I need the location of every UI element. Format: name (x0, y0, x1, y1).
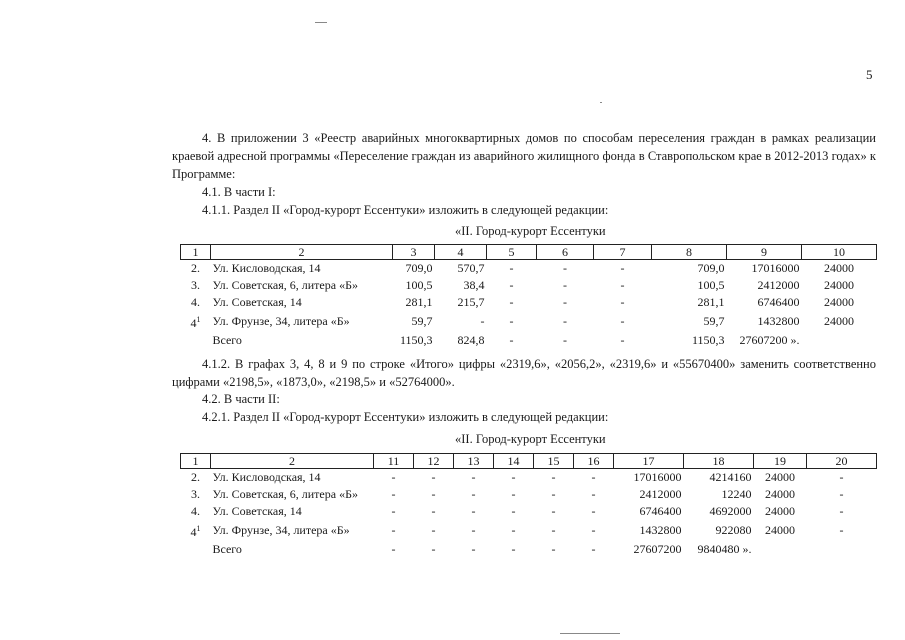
table-header-row (181, 454, 877, 469)
value-cell: 24000 (824, 261, 854, 275)
total-value-cell (802, 332, 877, 349)
value-cell: - (391, 470, 396, 484)
column-header: 6 (537, 245, 594, 260)
column-header: 1 (181, 454, 211, 469)
column-header: 13 (454, 454, 494, 469)
page-number: 5 (866, 67, 873, 82)
table-1 (180, 244, 877, 349)
value-cell: 2412000 (757, 278, 800, 292)
value-cell: 17016000 (633, 470, 682, 484)
value-cell: 24000 (765, 470, 795, 484)
value-cell: - (509, 314, 514, 328)
table-row (181, 294, 877, 311)
table-row (181, 469, 877, 487)
row-number: $4^1$ (190, 524, 201, 539)
total-value-cell (754, 541, 807, 558)
value-cell: 281,1 (405, 295, 433, 309)
row-number: 2. (191, 261, 200, 275)
row-number-superscript: 1 (196, 524, 201, 533)
column-header: 11 (374, 454, 414, 469)
value-cell: - (839, 487, 844, 501)
value-cell: 709,0 (697, 261, 725, 275)
total-value-cell: 27607200 ». (739, 333, 800, 347)
value-cell: 24000 (824, 314, 854, 328)
value-cell: - (509, 295, 514, 309)
row-number: 2. (191, 470, 200, 484)
total-value-cell: - (551, 542, 556, 556)
value-cell: - (511, 470, 516, 484)
value-cell: - (563, 314, 567, 328)
row-number (181, 332, 211, 349)
value-cell: - (591, 470, 596, 484)
value-cell: - (839, 470, 844, 484)
value-cell: 922080 (715, 523, 752, 537)
column-header: 3 (393, 245, 435, 260)
table-row (181, 520, 877, 541)
value-cell: 59,7 (411, 314, 433, 328)
address-cell: Ул. Советская, 14 (212, 504, 302, 518)
table-row (181, 503, 877, 520)
value-cell: - (431, 487, 436, 501)
row-number: 3. (191, 278, 200, 292)
address-cell: Ул. Кисловодская, 14 (212, 261, 321, 275)
table-2 (180, 453, 877, 558)
column-header: 18 (684, 454, 754, 469)
value-cell: - (471, 523, 476, 537)
column-header: 16 (574, 454, 614, 469)
total-label: Всего (212, 333, 242, 347)
value-cell: - (509, 261, 514, 275)
column-header: 9 (727, 245, 802, 260)
table-row (181, 277, 877, 294)
column-header: 10 (802, 245, 877, 260)
table-row (181, 260, 877, 278)
column-header: 17 (614, 454, 684, 469)
column-header: 2 (211, 245, 393, 260)
row-number: 4. (191, 295, 200, 309)
total-value-cell: - (620, 333, 625, 347)
total-value-cell: - (431, 542, 436, 556)
value-cell: 100,5 (697, 278, 725, 292)
value-cell: - (839, 504, 844, 518)
address-cell: Ул. Советская, 14 (212, 295, 302, 309)
table-row (181, 486, 877, 503)
table-total-row (181, 332, 877, 349)
total-value-cell: 27607200 (633, 542, 682, 556)
value-cell: - (563, 261, 567, 275)
value-cell: - (551, 470, 556, 484)
address-cell: Ул. Кисловодская, 14 (212, 470, 321, 484)
value-cell: 1432800 (639, 523, 682, 537)
paragraph-4: 4. В приложении 3 «Реестр аварийных многоквартирных домов по способам переселения граждан в рамках реализации краевой адресной программы «Переселение граждан из аварийного жилищного фонда в Ставропольском крае в 2012-2013 годах» к Программе: (172, 131, 876, 181)
value-cell: 4692000 (709, 504, 752, 518)
table1-caption: «II. Город-курорт Ессентуки (455, 224, 606, 238)
scan-mark (315, 22, 327, 23)
value-cell: - (591, 487, 596, 501)
value-cell: - (511, 523, 516, 537)
table2-caption: «II. Город-курорт Ессентуки (455, 432, 606, 446)
value-cell: - (431, 523, 436, 537)
value-cell: - (551, 504, 556, 518)
total-value-cell: 824,8 (457, 333, 485, 347)
value-cell: - (620, 261, 625, 275)
row-number: 3. (191, 487, 200, 501)
total-label: Всего (212, 542, 242, 556)
address-cell: Ул. Советская, 6, литера «Б» (212, 487, 358, 501)
column-header: 19 (754, 454, 807, 469)
total-value-cell: - (471, 542, 476, 556)
scan-mark (560, 633, 620, 634)
paragraph-4-2: 4.2. В части II: (202, 392, 280, 406)
value-cell: 4214160 (709, 470, 752, 484)
total-value-cell: 1150,3 (399, 333, 433, 347)
total-value-cell: - (509, 333, 514, 347)
value-cell: - (620, 295, 625, 309)
value-cell: 100,5 (405, 278, 433, 292)
total-value-cell: 9840480 ». (697, 542, 752, 556)
value-cell: - (431, 504, 436, 518)
value-cell: 24000 (824, 295, 854, 309)
value-cell: - (391, 523, 396, 537)
row-number: $4^1$ (190, 315, 201, 330)
value-cell: - (511, 504, 516, 518)
column-header: 7 (594, 245, 652, 260)
paragraph-4-1: 4.1. В части I: (202, 185, 276, 199)
value-cell: - (551, 523, 556, 537)
value-cell: - (591, 504, 596, 518)
value-cell: - (471, 487, 476, 501)
value-cell: - (563, 295, 567, 309)
table-header-row (181, 245, 877, 260)
value-cell: 709,0 (405, 261, 433, 275)
paragraph-4-1-2: 4.1.2. В графах 3, 4, 8 и 9 по строке «Итого» цифры «2319,6», «2056,2», «2319,6» и «55670400» заменить соответственно цифрами «2198,5», «1873,0», «2198,5» и «52764000». (172, 357, 876, 389)
value-cell: - (391, 487, 396, 501)
value-cell: - (391, 504, 396, 518)
total-value-cell: 1150,3 (691, 333, 725, 347)
paragraph-4-2-1: 4.2.1. Раздел II «Город-курорт Ессентуки» изложить в следующей редакции: (202, 410, 609, 424)
column-header: 12 (414, 454, 454, 469)
value-cell: 12240 (721, 487, 752, 501)
total-value-cell: - (511, 542, 516, 556)
value-cell: - (509, 278, 514, 292)
column-header: 14 (494, 454, 534, 469)
value-cell: - (620, 278, 625, 292)
value-cell: - (431, 470, 436, 484)
value-cell: 6746400 (757, 295, 800, 309)
value-cell: 281,1 (697, 295, 725, 309)
value-cell: 570,7 (457, 261, 485, 275)
total-value-cell: - (563, 333, 567, 347)
value-cell: - (511, 487, 516, 501)
value-cell: 24000 (824, 278, 854, 292)
row-number: 4. (191, 504, 200, 518)
table-total-row (181, 541, 877, 558)
value-cell: 24000 (765, 523, 795, 537)
table-row (181, 311, 877, 332)
total-value-cell (807, 541, 877, 558)
total-value-cell: - (591, 542, 596, 556)
value-cell: 6746400 (639, 504, 682, 518)
value-cell: - (591, 523, 596, 537)
value-cell: 24000 (765, 487, 795, 501)
value-cell: - (480, 314, 485, 328)
scan-mark (600, 102, 602, 103)
column-header: 5 (487, 245, 537, 260)
address-cell: Ул. Фрунзе, 34, литера «Б» (212, 523, 350, 537)
value-cell: 2412000 (639, 487, 682, 501)
row-number (181, 541, 211, 558)
value-cell: - (551, 487, 556, 501)
value-cell: 38,4 (463, 278, 485, 292)
column-header: 20 (807, 454, 877, 469)
total-value-cell: - (391, 542, 396, 556)
value-cell: - (471, 504, 476, 518)
column-header: 4 (435, 245, 487, 260)
value-cell: 215,7 (457, 295, 485, 309)
value-cell: 17016000 (751, 261, 800, 275)
column-header: 2 (211, 454, 374, 469)
value-cell: - (839, 523, 844, 537)
column-header: 1 (181, 245, 211, 260)
value-cell: - (620, 314, 625, 328)
column-header: 8 (652, 245, 727, 260)
value-cell: 59,7 (703, 314, 725, 328)
address-cell: Ул. Советская, 6, литера «Б» (212, 278, 358, 292)
row-number-superscript: 1 (196, 315, 201, 324)
value-cell: 24000 (765, 504, 795, 518)
value-cell: - (471, 470, 476, 484)
column-header: 15 (534, 454, 574, 469)
address-cell: Ул. Фрунзе, 34, литера «Б» (212, 314, 350, 328)
value-cell: 1432800 (757, 314, 800, 328)
paragraph-4-1-1: 4.1.1. Раздел II «Город-курорт Ессентуки» изложить в следующей редакции: (202, 203, 609, 217)
value-cell: - (563, 278, 567, 292)
